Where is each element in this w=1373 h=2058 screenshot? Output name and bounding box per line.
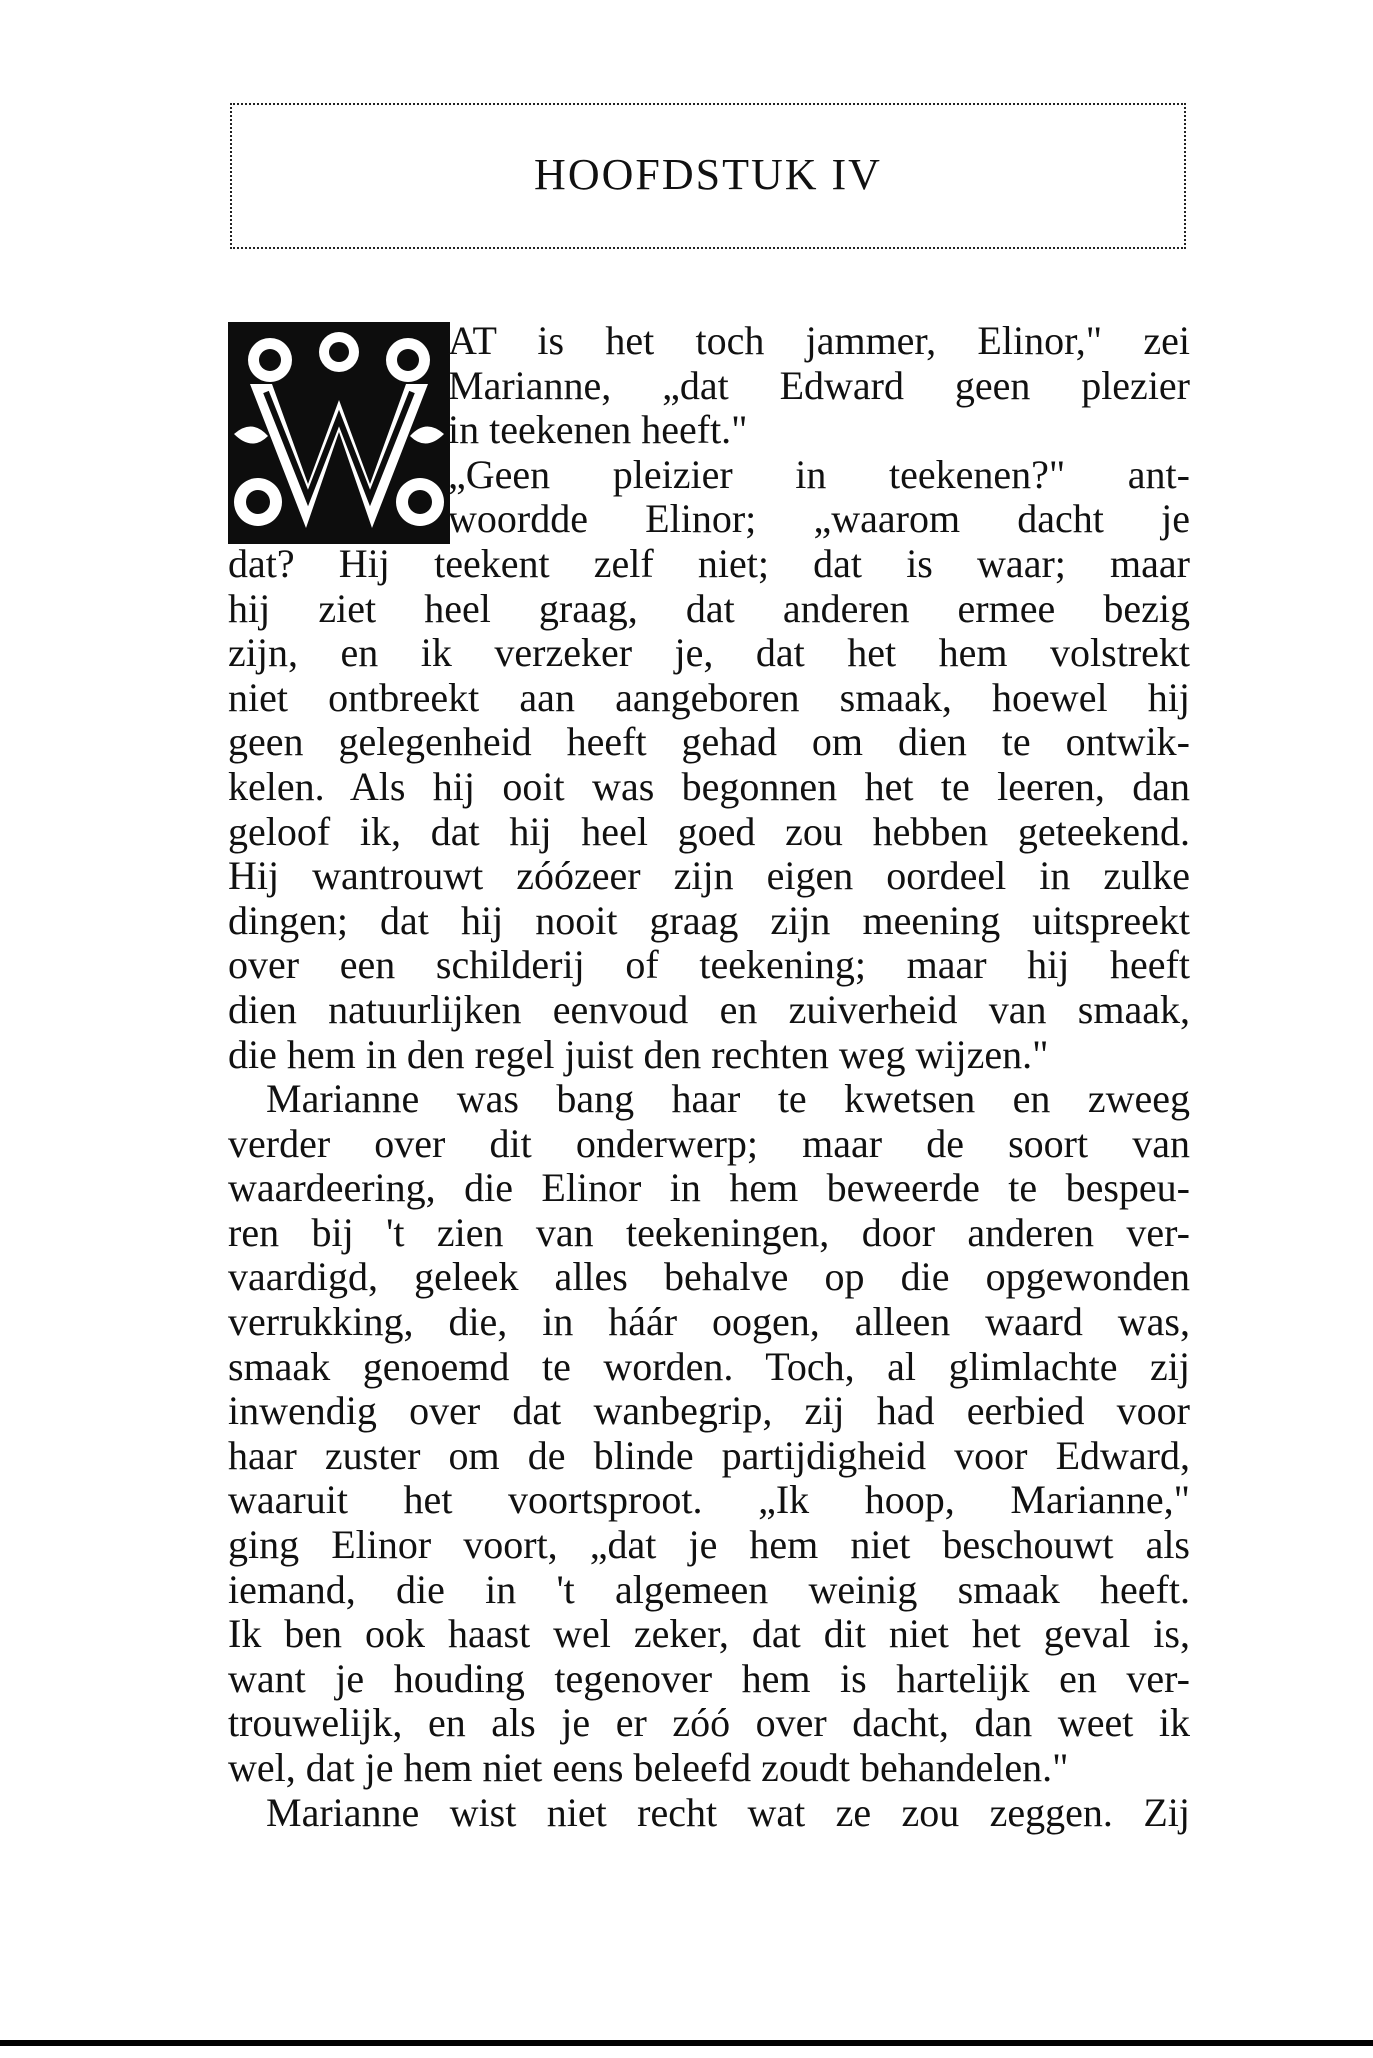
body-text [228, 319, 1190, 1835]
text-line: die hem in den regel juist den rechten weg wijzen." [228, 1031, 1049, 1077]
text-line: vaardigd, geleek alles behalve op die opgewonden [228, 1254, 1190, 1300]
text-line: verrukking, die, in háár oogen, alleen waard was, [228, 1299, 1190, 1345]
text-line: wel, dat je hem niet eens beleefd zoudt behandelen." [228, 1745, 1069, 1790]
text-line: iemand, die in 't algemeen weinig smaak heeft. [228, 1566, 1190, 1612]
text-line: dien natuurlijken eenvoud en zuiverheid van smaak, [228, 986, 1190, 1032]
text-line: waardeering, die Elinor in hem beweerde te bespeu- [228, 1165, 1190, 1211]
text-line: want je houding tegenover hem is hartelijk en ver- [228, 1655, 1190, 1701]
chapter-header-box [230, 103, 1186, 249]
text-line: Marianne, „dat Edward geen plezier [448, 362, 1190, 408]
text-line: in teekenen heeft." [448, 407, 748, 453]
text-line: Hij wantrouwt zóózeer zijn eigen oordeel in zulke [228, 853, 1190, 899]
text-line: ren bij 't zien van teekeningen, door anderen ver- [228, 1209, 1190, 1255]
text-line: haar zuster om de blinde partijdigheid voor Edward, [228, 1432, 1190, 1478]
text-line: zijn, en ik verzeker je, dat het hem volstrekt [228, 630, 1190, 676]
text-line: woordde Elinor; „waarom dacht je [448, 496, 1190, 542]
text-line: AT is het toch jammer, Elinor," zei [448, 318, 1190, 363]
text-line: geloof ik, dat hij heel goed zou hebben geteekend. [228, 808, 1190, 854]
text-line: hij ziet heel graag, dat anderen ermee bezig [228, 585, 1190, 631]
text-line: over een schilderij of teekening; maar hij heeft [228, 942, 1190, 988]
text-line: dat? Hij teekent zelf niet; dat is waar; maar [228, 540, 1190, 586]
text-line: verder over dit onderwerp; maar de soort van [228, 1120, 1190, 1166]
text-line: geen gelegenheid heeft gehad om dien te ontwik- [228, 719, 1190, 765]
text-line: Marianne wist niet recht wat ze zou zeggen. Zij [266, 1789, 1190, 1835]
text-line: inwendig over dat wanbegrip, zij had eerbied voor [228, 1388, 1190, 1434]
text-line: trouwelijk, en als je er zóó over dacht, dan weet ik [228, 1700, 1190, 1746]
text-line: Marianne was bang haar te kwetsen en zweeg [266, 1076, 1190, 1122]
chapter-title: HOOFDSTUK IV [534, 150, 882, 199]
text-line: niet ontbreekt aan aangeboren smaak, hoewel hij [228, 674, 1190, 720]
text-line: ging Elinor voort, „dat je hem niet beschouwt als [228, 1522, 1190, 1568]
page-bottom-edge [0, 2040, 1373, 2046]
text-line: waaruit het voortsproot. „Ik hoop, Marianne," [228, 1477, 1190, 1523]
text-line: kelen. Als hij ooit was begonnen het te leeren, dan [228, 763, 1190, 809]
text-line: Ik ben ook haast wel zeker, dat dit niet het geval is, [228, 1611, 1190, 1657]
text-line: smaak genoemd te worden. Toch, al glimlachte zij [228, 1343, 1190, 1389]
text-line: „Geen pleizier in teekenen?" ant- [448, 451, 1190, 497]
text-line: dingen; dat hij nooit graag zijn meening uitspreekt [228, 897, 1190, 943]
